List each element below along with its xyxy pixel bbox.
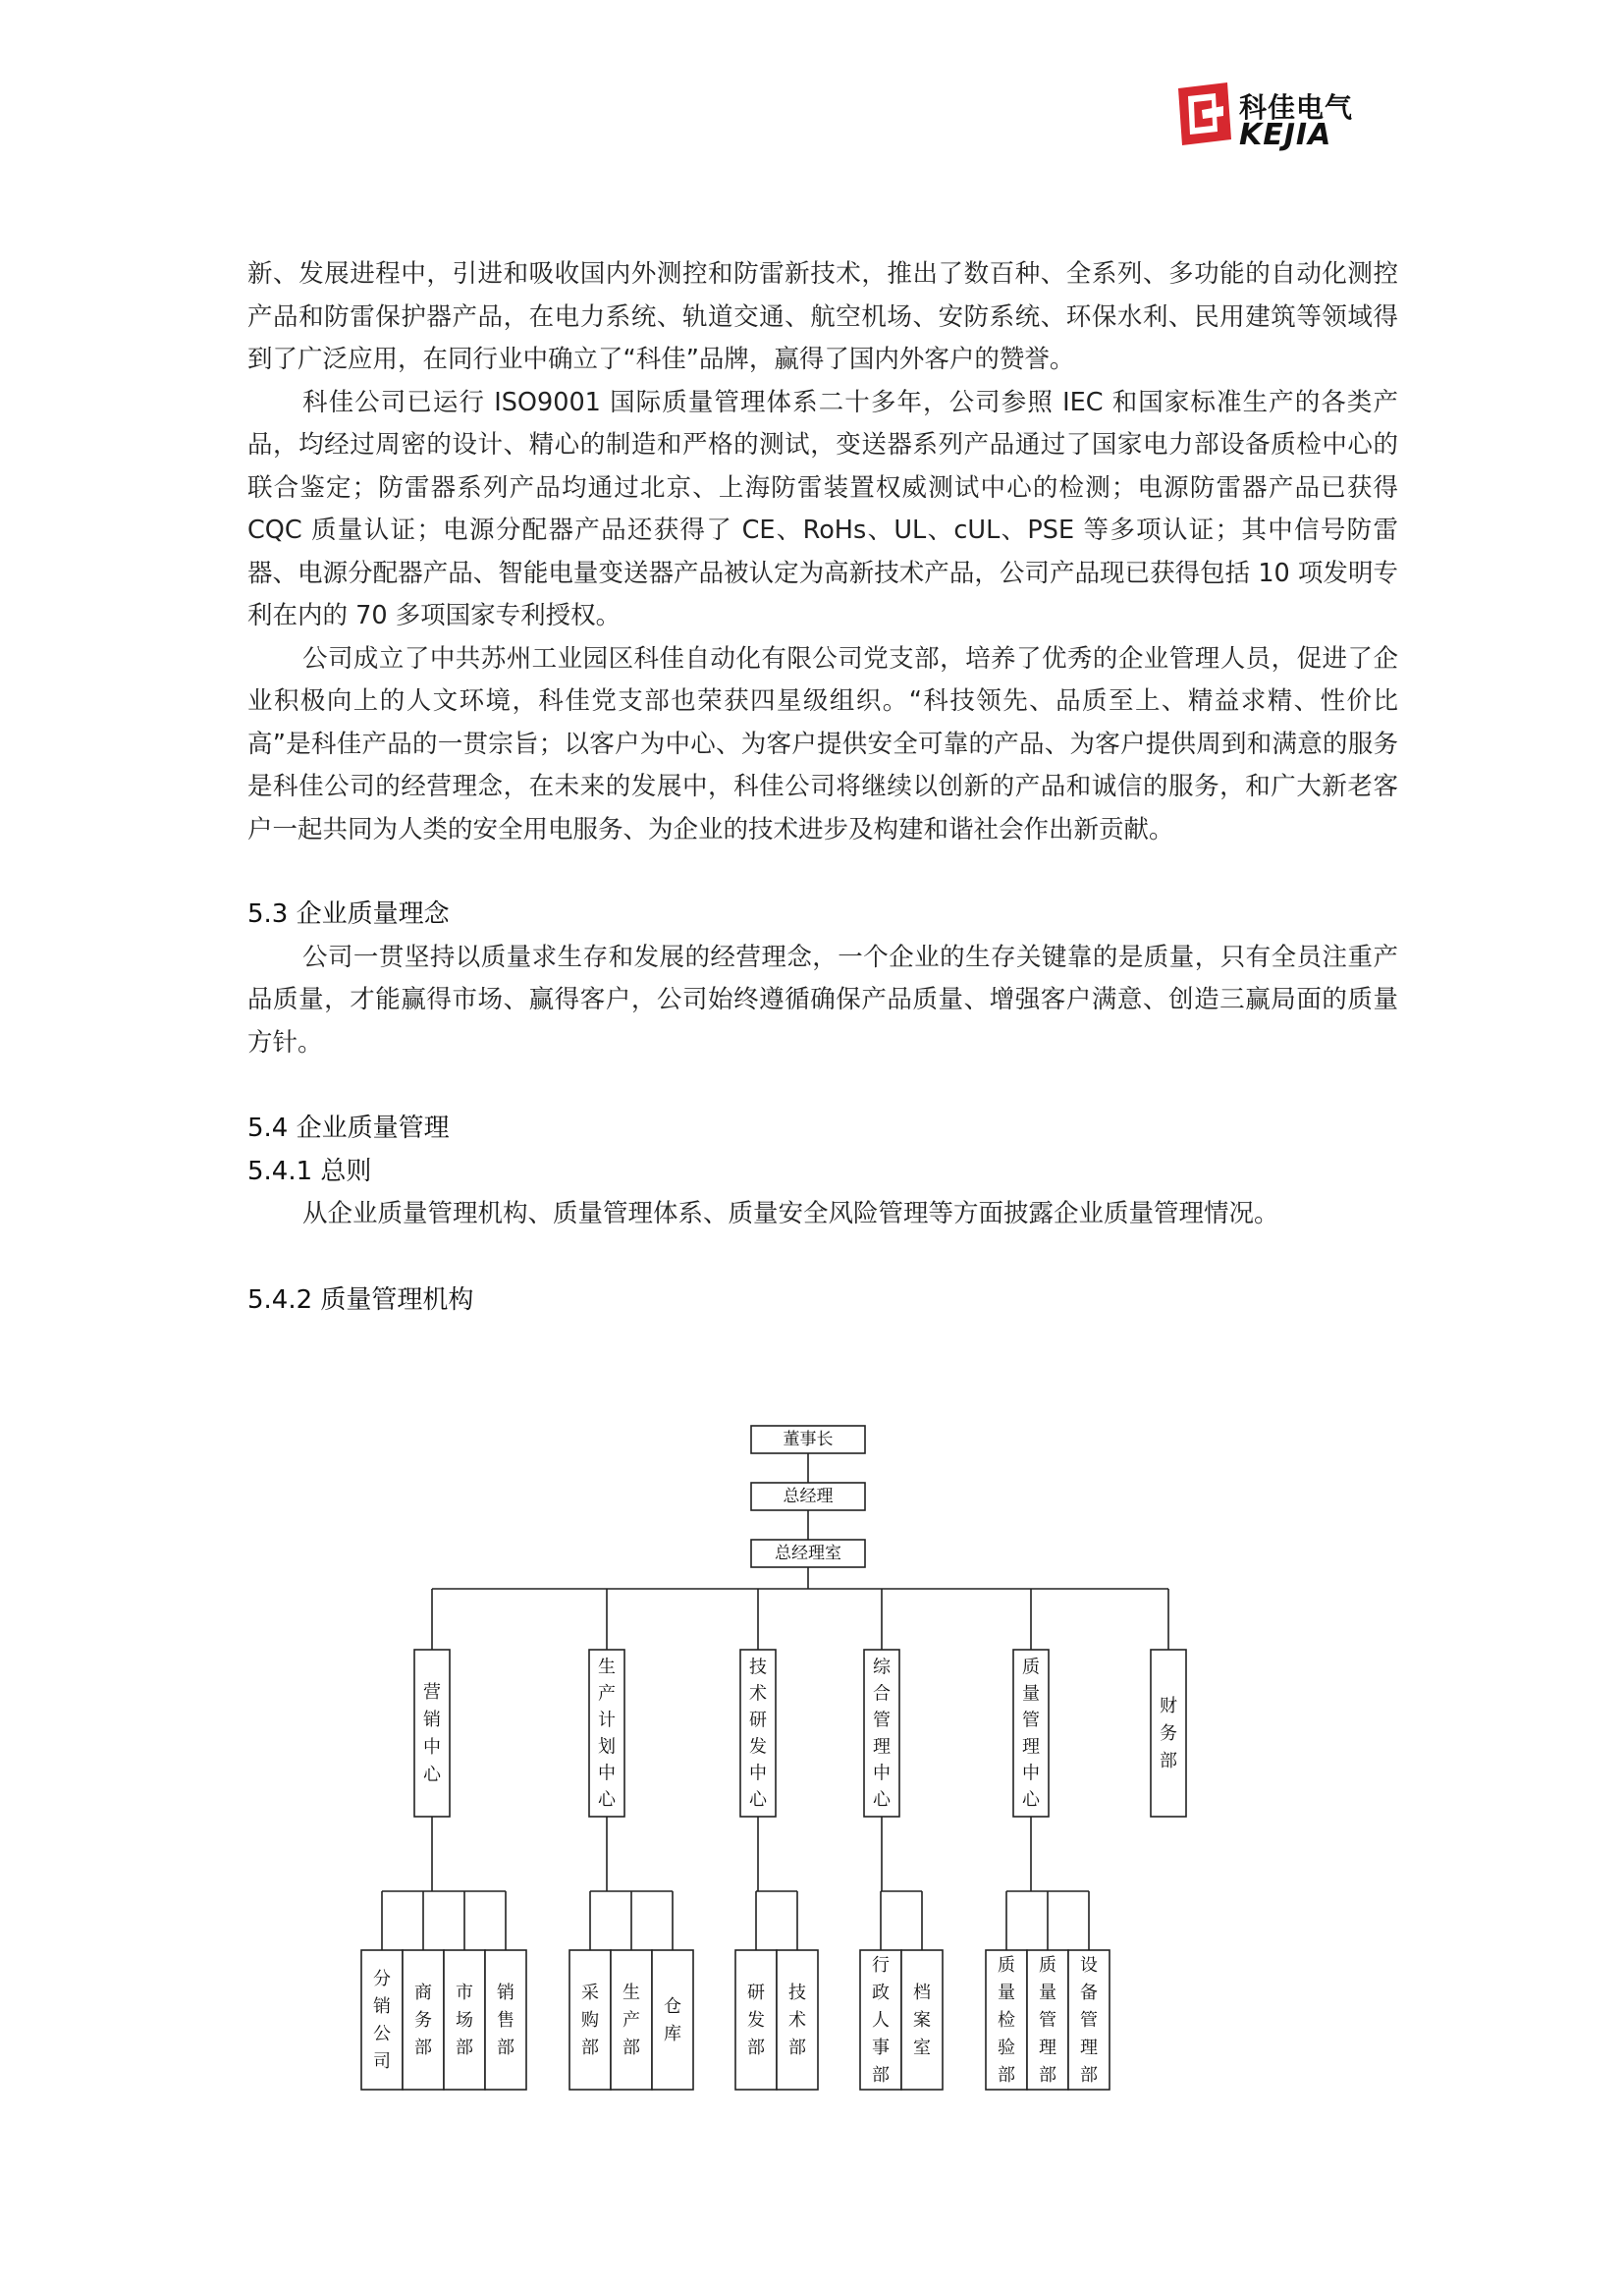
- logo-chinese-name: 科佳电气: [1239, 91, 1354, 124]
- department-label: 档案室: [913, 1983, 931, 2058]
- center-label: 财务部: [1160, 1696, 1177, 1771]
- center-label: 综合管理中心: [873, 1657, 891, 1811]
- department-label: 分销公司: [373, 1969, 391, 2072]
- department-label: 质量检验部: [998, 1955, 1015, 2086]
- logo-english-name: KEJIA: [1239, 118, 1332, 152]
- paragraph-quality-certification: 科佳公司已运行 ISO9001 国际质量管理体系二十多年，公司参照 IEC 和国家标准生产的各类产品，均经过周密的设计、精心的制造和严格的测试，变送器系列产品通过了国家电力部设备质检中心的联合鉴定；防雷器系列产品均通过北京、上海防雷装置权威测试中心的检测；电源防雷器产品已获得 CQC 质量认证；电源分配器产品还获得了 CE、RoHs、UL、cUL、PSE 等多项认证；其中信号防雷器、电源分配器产品、智能电量变送器产品被认定为高新技术产品，公司产品现已获得包括 10 项发明专利在内的 70 多项国家专利授权。: [247, 387, 1398, 630]
- top-node-label: 总经理室: [775, 1544, 841, 1563]
- department-label: 市场部: [456, 1983, 473, 2058]
- paragraph-quality-concept: 公司一贯坚持以质量求生存和发展的经营理念，一个企业的生存关键靠的是质量，只有全员注重产品质量，才能赢得市场、赢得客户，公司始终遵循确保产品质量、增强客户满意、创造三赢局面的质量方针。: [247, 942, 1398, 1058]
- department-label: 采购部: [581, 1983, 599, 2058]
- department-label: 商务部: [414, 1983, 432, 2058]
- department-label: 技术部: [788, 1983, 806, 2058]
- heading-5-3: 5.3 企业质量理念: [247, 899, 450, 929]
- center-label: 营销中心: [423, 1682, 441, 1785]
- paragraph-general: 从企业质量管理机构、质量管理体系、质量安全风险管理等方面披露企业质量管理情况。: [302, 1199, 1279, 1228]
- department-label: 仓库: [664, 1996, 681, 2044]
- department-label: 行政人事部: [872, 1955, 890, 2086]
- department-label: 质量管理部: [1039, 1955, 1056, 2086]
- heading-5-4-1: 5.4.1 总则: [247, 1156, 372, 1186]
- department-label: 设备管理部: [1080, 1955, 1098, 2086]
- heading-5-4-2: 5.4.2 质量管理机构: [247, 1284, 474, 1315]
- center-box: [414, 1650, 450, 1817]
- department-box: [652, 1950, 693, 2090]
- department-label: 生产部: [623, 1983, 640, 2058]
- heading-5-4: 5.4 企业质量管理: [247, 1114, 450, 1143]
- center-label: 生产计划中心: [598, 1657, 616, 1811]
- top-node-label: 总经理: [783, 1487, 834, 1506]
- top-node-label: 董事长: [783, 1430, 834, 1449]
- department-label: 研发部: [747, 1983, 765, 2058]
- center-label: 质量管理中心: [1022, 1657, 1040, 1811]
- center-label: 技术研发中心: [749, 1657, 767, 1811]
- paragraph-party-branch: 公司成立了中共苏州工业园区科佳自动化有限公司党支部，培养了优秀的企业管理人员，促进了企业积极向上的人文环境，科佳党支部也荣获四星级组织。“科技领先、品质至上、精益求精、性价比高”是科佳产品的一贯宗旨；以客户为中心、为客户提供安全可靠的产品、为客户提供周到和满意的服务是科佳公司的经营理念，在未来的发展中，科佳公司将继续以创新的产品和诚信的服务，和广大新老客户一起共同为人类的安全用电服务、为企业的技术进步及构建和谐社会作出新贡献。: [247, 643, 1398, 844]
- paragraph-company-development: 新、发展进程中，引进和吸收国内外测控和防雷新技术，推出了数百种、全系列、多功能的自动化测控产品和防雷保护器产品，在电力系统、轨道交通、航空机场、安防系统、环保水利、民用建筑等领域得到了广泛应用，在同行业中确立了“科佳”品牌，赢得了国内外客户的赞誉。: [247, 259, 1398, 374]
- department-label: 销售部: [497, 1983, 514, 2058]
